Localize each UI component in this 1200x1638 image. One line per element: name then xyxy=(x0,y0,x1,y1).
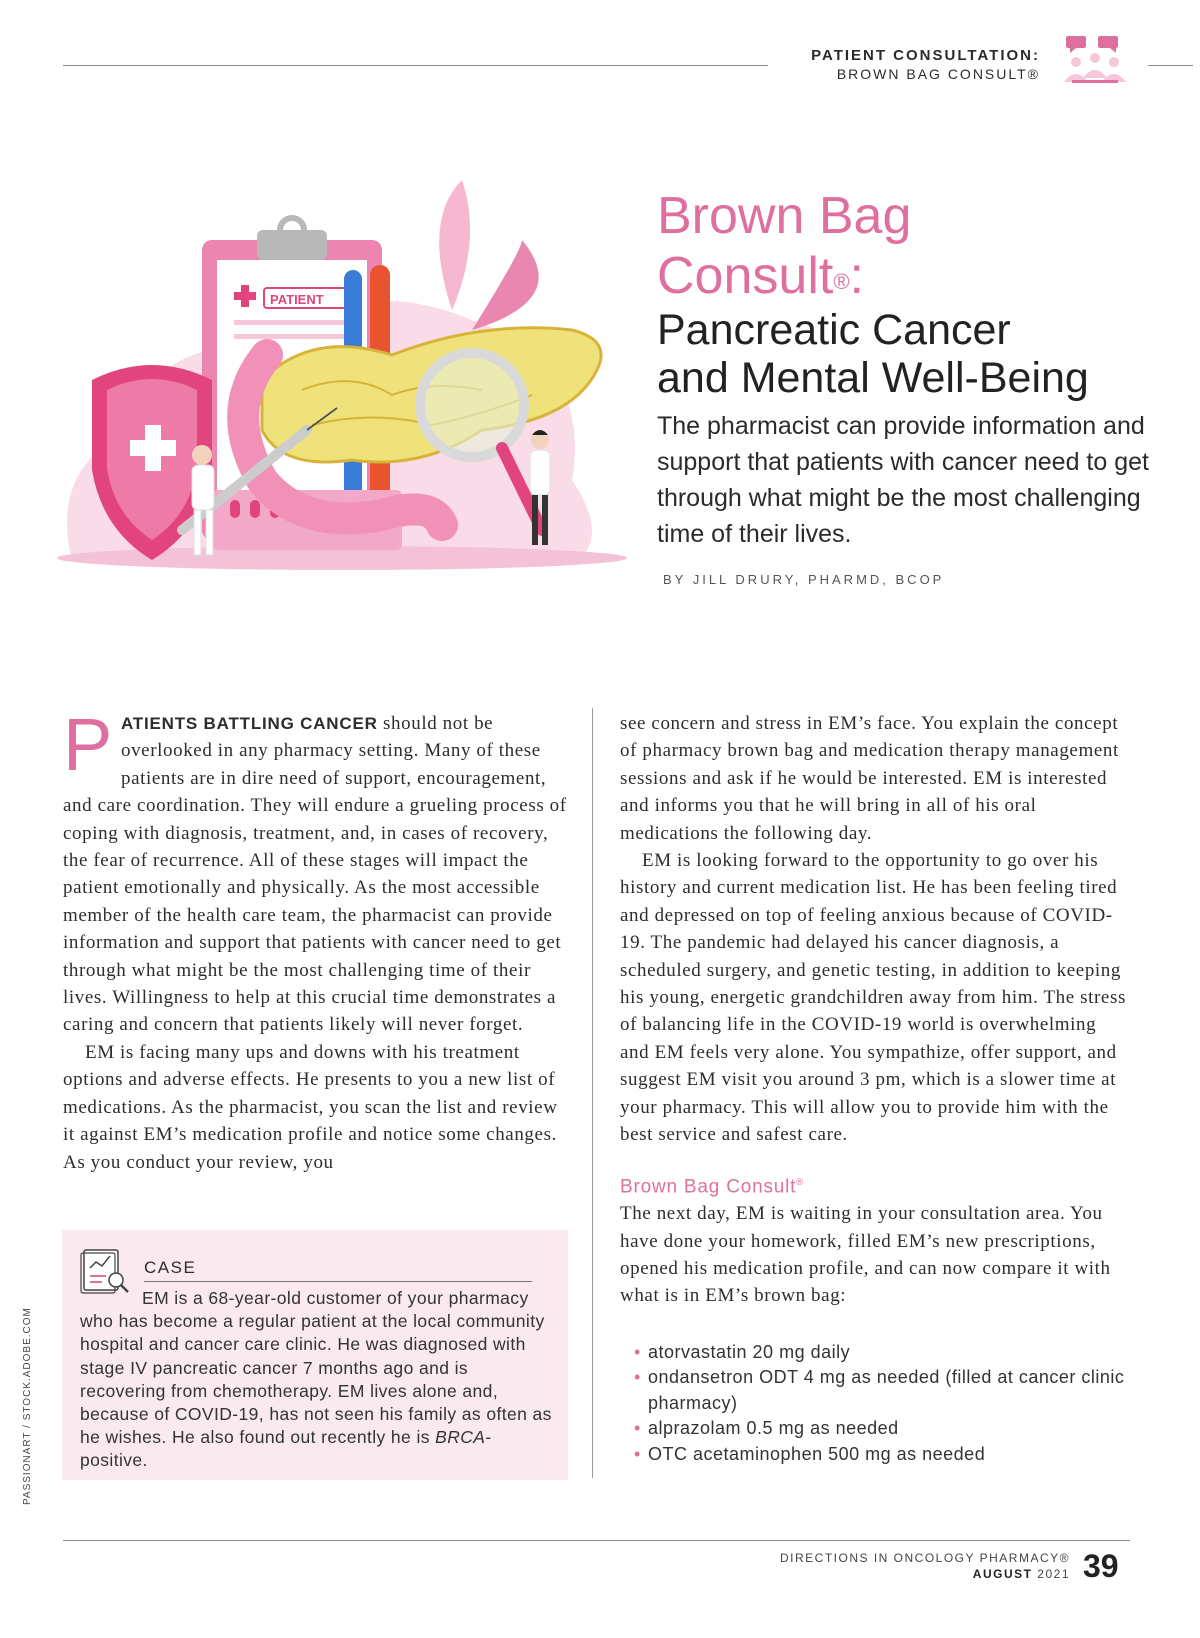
header-rule-left xyxy=(63,65,768,66)
article-deck: The pharmacist can provide information and support that patients with cancer need to get through what might be the most challenging time of their lives. xyxy=(657,412,1149,548)
consultation-group-icon xyxy=(1058,36,1132,86)
byline: BY JILL DRURY, PHARMD, BCOP xyxy=(663,572,945,587)
paragraph: The next day, EM is waiting in your consultation area. You have done your homework, filled EM’s new prescriptions, opened his medication profile, and can now compare it with what is in EM’s brown bag: xyxy=(620,1203,1111,1307)
footer-publication xyxy=(780,1551,1070,1581)
case-box xyxy=(62,1230,568,1480)
paragraph: see concern and stress in EM’s face. You explain the concept of pharmacy brown bag and medication therapy management sessions and ask if he would be interested. EM is interested and informs you that he will bring in all of his oral medications the following day. xyxy=(620,713,1119,844)
article-title-block xyxy=(657,186,1157,587)
header-rule-right xyxy=(1148,65,1193,66)
paragraph: EM is facing many ups and downs with his treatment options and adverse effects. He presents to you a new list of medications. As the pharmacist, you scan the list and review it against EM’s medication profile and notice some changes. As you conduct your review, you xyxy=(63,1041,558,1173)
section-header xyxy=(811,47,1040,82)
page-number: 39 xyxy=(1083,1548,1119,1584)
list-item: • ondansetron ODT 4 mg as needed (filled at cancer clinic pharmacy) xyxy=(634,1365,1130,1416)
case-text: EM is a 68-year-old customer of your pharmacy who has become a regular patient at the local community hospital and cancer care clinic. He was diagnosed with stage IV pancreatic cancer 7 months ago and is recovering from chemotherapy. EM lives alone and, because of COVID-19, has not seen his family as often as he wishes. He also found out recently he is BRCA-positive. xyxy=(80,1288,552,1471)
clipboard-label: PATIENT xyxy=(270,292,324,307)
footer-rule xyxy=(63,1540,1130,1541)
drop-cap: P xyxy=(63,703,113,786)
lead-in: ATIENTS BATTLING CANCER xyxy=(120,714,378,733)
case-rule xyxy=(144,1281,532,1282)
article-title: Brown Bag Consult®: xyxy=(657,187,912,305)
list-item: • alprazolam 0.5 mg as needed xyxy=(634,1416,1130,1442)
publication-name: DIRECTIONS IN ONCOLOGY PHARMACY® xyxy=(780,1551,1070,1565)
paragraph: EM is looking forward to the opportunity to go over his history and current medication list. He has been feeling tired and depressed on top of feeling anxious because of COVID-19. The pandemic had delayed his cancer diagnosis, a scheduled surgery, and genetic testing, in addition to keeping his young, energetic grandchildren away from him. The stress of balancing life in the COVID-19 world is overwhelming and EM feels very alone. You sympathize, offer support, and suggest EM visit you around 3 pm, which is a slower time at your pharmacy. This will allow you to provide him with the best service and safest care. xyxy=(620,850,1126,1146)
list-item: • atorvastatin 20 mg daily xyxy=(634,1340,1130,1366)
article-subtitle: Pancreatic Cancer and Mental Well-Being xyxy=(657,306,1089,402)
list-item: • OTC acetaminophen 500 mg as needed xyxy=(634,1442,1130,1468)
medication-list xyxy=(634,1340,1130,1468)
pancreas-illustration xyxy=(52,180,632,590)
subheading: Brown Bag Consult® xyxy=(620,1175,804,1197)
issue-date: AUGUST 2021 xyxy=(972,1567,1070,1581)
body-column-left xyxy=(63,703,568,1176)
image-credit: PASSIONART / STOCK.ADOBE.COM xyxy=(22,1307,33,1505)
paragraph-intro: PATIENTS BATTLING CANCER should not be overlooked in any pharmacy setting. Many of these patients are in dire need of support, encouragement, and care coordination. They will endure a grueling process of coping with diagnosis, treatment, and, in cases of recovery, the fear of recurrence. All of these stages will impact the patient emotionally and physically. As the most accessible member of the health care team, the pharmacist can provide information and support that patients with cancer need to get through what might be the most challenging time of their lives. Willingness to help at this crucial time demonstrates a caring and concern that patients likely will never forget. xyxy=(63,703,567,1036)
section-title: PATIENT CONSULTATION: xyxy=(811,47,1040,64)
column-divider xyxy=(592,708,593,1478)
case-label: CASE xyxy=(144,1258,197,1277)
body-column-right xyxy=(620,710,1130,1467)
section-subtitle: BROWN BAG CONSULT® xyxy=(836,66,1040,82)
